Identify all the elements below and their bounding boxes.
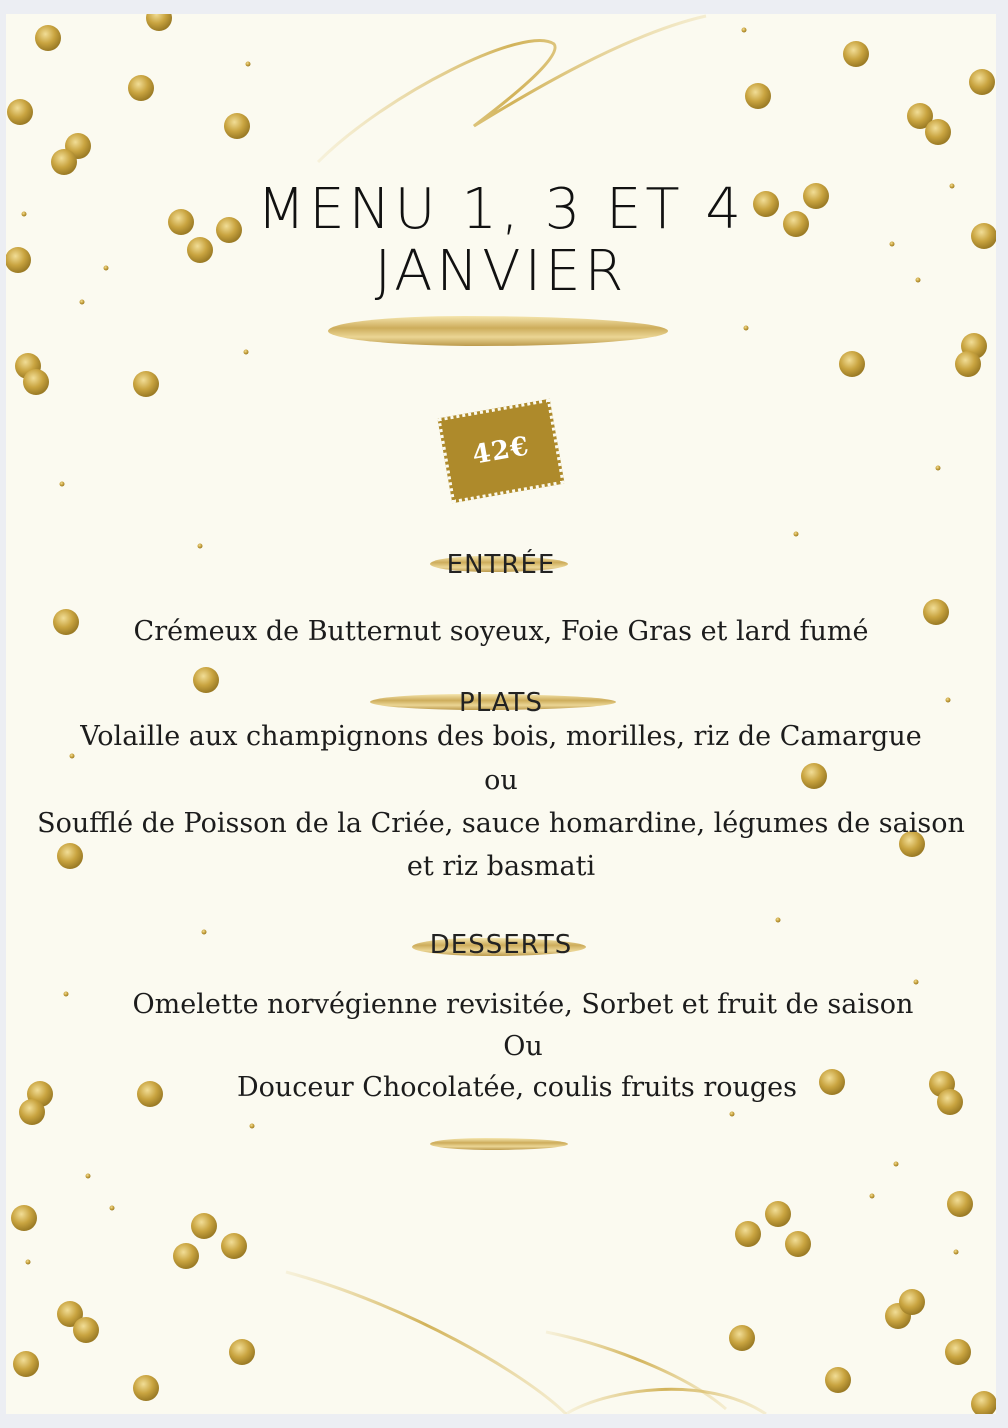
swirl-top	[318, 16, 706, 162]
plats-item: Volaille aux champignons des bois, morilles, riz de Camargue	[80, 721, 922, 752]
desserts-item: Omelette norvégienne revisitée, Sorbet et fruit de saison	[132, 989, 914, 1020]
plats-item: Soufflé de Poisson de la Criée, sauce homardine, légumes de saison	[37, 808, 965, 839]
price-label: 42€	[470, 431, 532, 471]
plats-item: et riz basmati	[406, 851, 596, 882]
menu-page	[6, 14, 996, 1414]
section-heading-desserts: DESSERTS	[429, 930, 573, 960]
desserts-separator: Ou	[503, 1031, 543, 1062]
swirl-bottom	[286, 1272, 766, 1414]
desserts-item: Douceur Chocolatée, coulis fruits rouges	[236, 1072, 797, 1103]
menu-title-line2: JANVIER	[374, 239, 628, 304]
plats-separator: ou	[484, 765, 518, 796]
section-heading-plats: PLATS	[459, 688, 543, 718]
section-heading-entree: ENTRÉE	[446, 550, 556, 580]
menu-title-line1: MENU 1, 3 ET 4	[256, 177, 746, 242]
entree-item: Crémeux de Butternut soyeux, Foie Gras et lard fumé	[133, 616, 869, 647]
